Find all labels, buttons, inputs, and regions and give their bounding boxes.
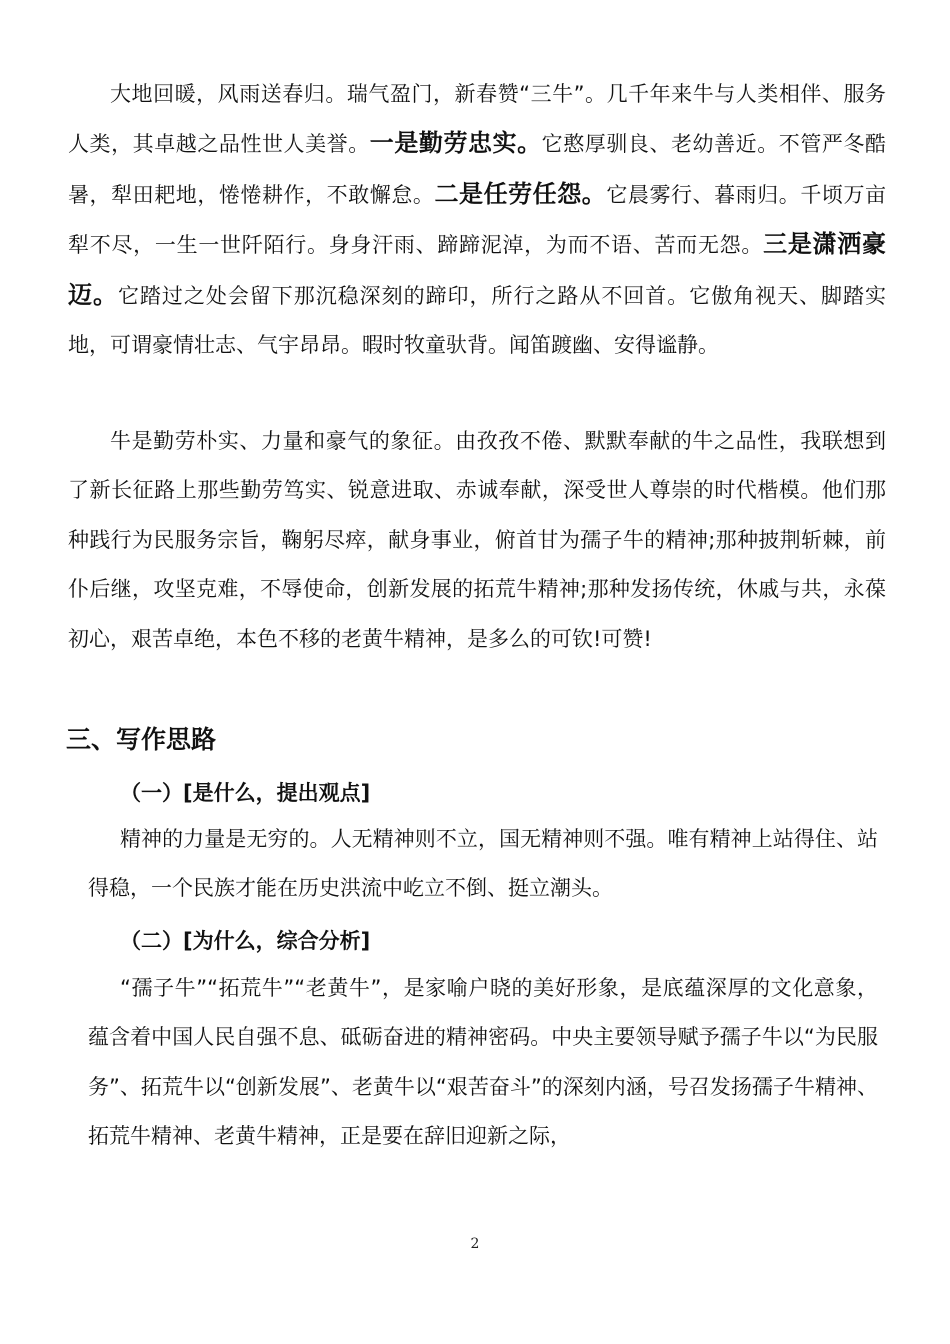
text-run: 大地回暖，风雨送春归。瑞气盈门，新春赞“三牛”。几千年来牛与人类相伴、服务人类，其卓越之品性世人美誉。 xyxy=(68,82,886,157)
bold-point-one: 一是勤劳忠实。 xyxy=(369,129,542,158)
subheading-why: （二）[为什么，综合分析] xyxy=(120,929,371,953)
subheading-what: （一）[是什么，提出观点] xyxy=(120,781,371,805)
text-run: 它憨厚驯良、老幼善近。不管严冬酷暑，犁田耙地，惓惓耕作，不敢懈怠。 xyxy=(68,132,887,207)
bold-point-two: 二是任劳任怨。 xyxy=(434,179,607,208)
paragraph-why: “孺子牛”“拓荒牛”“老黄牛”，是家喻户晓的美好形象，是底蕴深厚的文化意象，蕴含着中国人民自强不息、砥砺奋进的精神密码。中央主要领导赋予孺子牛以“为民服务”、拓荒牛以“创新发展”、老黄牛以“艰苦奋斗”的深刻内涵，号召发扬孺子牛精神、拓荒牛精神、老黄牛精神，正是要在辞旧迎新之际， xyxy=(88,976,878,1149)
text-run: 它晨雾行、暮雨归。千顷万亩犁不尽，一生一世阡陌行。身身汗雨、蹄蹄泥淖，为而不语、苦而无怨。 xyxy=(68,182,887,258)
bold-point-three: 三是潇洒豪迈。 xyxy=(68,230,886,309)
paragraph-three-oxen-qualities xyxy=(68,70,886,370)
section-heading: 三、写作思路 xyxy=(66,725,217,754)
paragraph-what: 精神的力量是无穷的。人无精神则不立，国无精神则不强。唯有精神上站得住、站得稳，一个民族才能在历史洪流中屹立不倒、挺立潮头。 xyxy=(88,827,878,901)
text-run: 它踏过之处会留下那沉稳深刻的蹄印，所行之路从不回首。它傲角视天、脚踏实地，可谓豪情壮志、气宇昂昂。暇时牧童驮背。闻笛踱幽、安得谧静。 xyxy=(68,283,887,358)
page-number: 2 xyxy=(470,1236,480,1252)
paragraph-oxen-symbol: 牛是勤劳朴实、力量和豪气的象征。由孜孜不倦、默默奉献的牛之品性，我联想到了新长征路上那些勤劳笃实、锐意进取、赤诚奉献，深受世人尊崇的时代楷模。他们那种践行为民服务宗旨，鞠躬尽瘁，献身事业，俯首甘为孺子牛的精神;那种披荆斩棘，前仆后继，攻坚克难，不辱使命，创新发展的拓荒牛精神;那种发扬传统，休戚与共，永葆初心，艰苦卓绝，本色不移的老黄牛精神，是多么的可钦!可赞! xyxy=(68,429,886,651)
